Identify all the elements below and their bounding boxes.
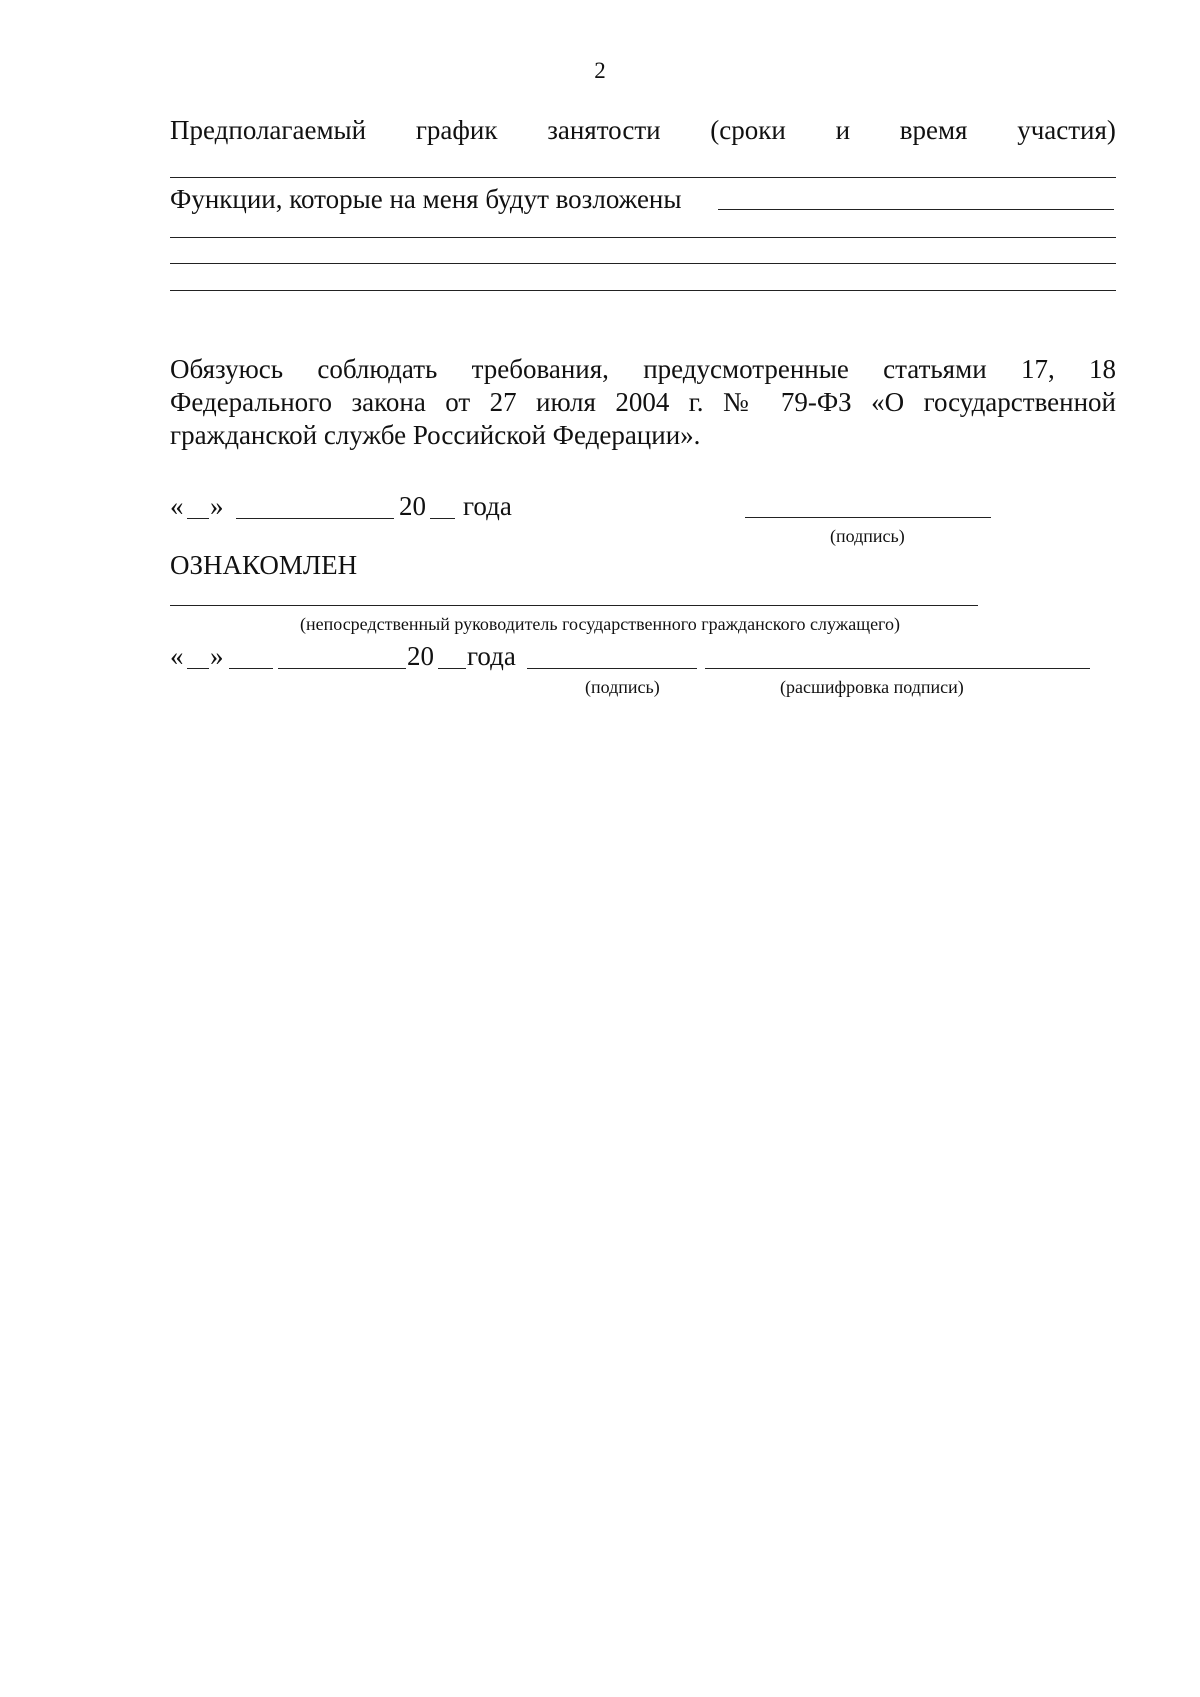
functions-fill-line[interactable]	[718, 209, 1114, 210]
functions-label: Функции, которые на меня будут возложены	[170, 184, 682, 214]
employee-signature-caption: (подпись)	[830, 526, 905, 546]
schedule-word: (сроки	[710, 115, 786, 145]
manager-month-field[interactable]	[278, 668, 406, 669]
schedule-word: время	[899, 115, 968, 145]
manager-year-field[interactable]	[438, 668, 466, 669]
employee-signature-line[interactable]	[745, 517, 991, 518]
acknowledged-title: ОЗНАКОМЛЕН	[170, 550, 358, 580]
manager-caption: (непосредственный руководитель государственного гражданского служащего)	[300, 614, 900, 634]
manager-year-suffix: года	[467, 641, 516, 671]
manager-decoding-caption: (расшифровка подписи)	[780, 677, 964, 697]
commitment-line: Обязуюсь соблюдать требования, предусмотренные статьями 17, 18	[170, 354, 1116, 384]
commitment-paragraph	[170, 353, 1116, 452]
commitment-line: Федерального закона от 27 июля 2004 г. № 79-ФЗ «О государственной	[170, 387, 1116, 417]
page-number: 2	[594, 58, 606, 83]
employee-year-prefix: 20	[399, 491, 426, 521]
schedule-word: занятости	[547, 115, 661, 145]
schedule-word: Предполагаемый	[170, 115, 367, 145]
functions-fill-line[interactable]	[170, 290, 1116, 291]
schedule-word: участия)	[1017, 115, 1116, 145]
employee-date-close-quote: »	[210, 491, 224, 521]
commitment-line: гражданской службе Российской Федерации».	[170, 420, 701, 450]
schedule-fill-line[interactable]	[170, 177, 1116, 178]
employee-day-field[interactable]	[187, 518, 209, 519]
functions-fill-line[interactable]	[170, 263, 1116, 264]
employee-year-field[interactable]	[430, 518, 455, 519]
employee-month-field[interactable]	[236, 518, 394, 519]
employee-year-suffix: года	[463, 491, 512, 521]
manager-signature-line[interactable]	[527, 668, 697, 669]
manager-day-extra-field[interactable]	[229, 668, 273, 669]
manager-date-close-quote: »	[210, 641, 224, 671]
manager-decoding-line[interactable]	[705, 668, 1090, 669]
schedule-word: и	[835, 115, 851, 145]
schedule-label	[170, 114, 1116, 146]
schedule-word: график	[415, 115, 498, 145]
manager-year-prefix: 20	[407, 641, 434, 671]
functions-fill-line[interactable]	[170, 237, 1116, 238]
manager-day-field[interactable]	[187, 668, 209, 669]
manager-signature-caption: (подпись)	[585, 677, 660, 697]
manager-name-line[interactable]	[170, 605, 978, 606]
manager-date-open-quote: «	[170, 641, 184, 671]
employee-date-open-quote: «	[170, 491, 184, 521]
